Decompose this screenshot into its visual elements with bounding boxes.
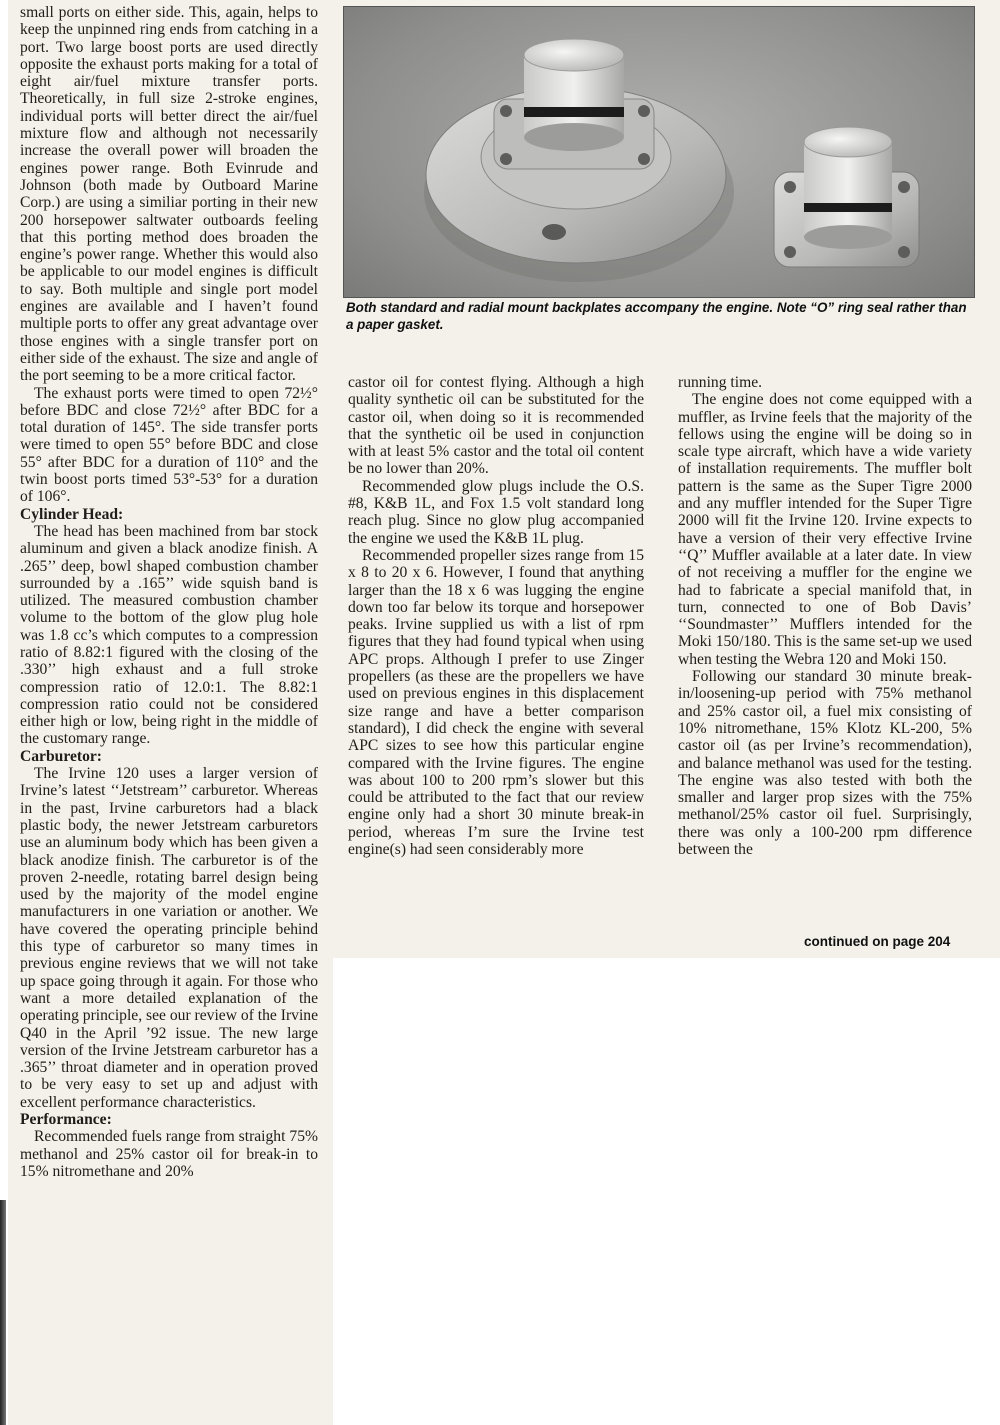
paragraph: castor oil for contest flying. Although a high quality synthetic oil can be substituted for the castor oil, when doing so it is recommended that the synthetic oil be used in conjunction with at least 5% castor and the total oil content be no lower than 20%. [348, 374, 644, 478]
paragraph: The engine does not come equipped with a muffler, as Irvine feels that the majority of the fellows using the engine will be doing so in scale type aircraft, which have a wide variety of installation requirements. The muffler bolt pattern is the same as the Super Tigre 2000 and any muffler intended for the Super Tigre 2000 will fit the Irvine 120. Irvine expects to have a version of their very effective Irvine ‘‘Q’’ Muffler available at a later date. In view of not receiving a muffler for the engine we had to fabricate a special manifold that, in turn, connected to one of Bob Davis’ ‘‘Soundmaster’’ Mufflers intended for the Moki 150/180. This is the same set-up we used when testing the Webra 120 and Moki 150. [678, 391, 972, 668]
column-1 [20, 4, 318, 1180]
photo-caption: Both standard and radial mount backplates accompany the engine. Note “O” ring seal rather than a paper gasket. [346, 300, 967, 332]
continued-on-page-link[interactable]: continued on page 204 [804, 934, 951, 949]
column-3 [678, 374, 972, 858]
column-2 [348, 374, 644, 858]
section-heading-cylinder-head: Cylinder Head: [20, 505, 124, 523]
backplates-photo [343, 6, 975, 298]
paragraph: Recommended fuels range from straight 75% methanol and 25% castor oil for break-in to 15% nitromethane and 20% [20, 1128, 318, 1180]
paragraph: Recommended propeller sizes range from 15 x 8 to 20 x 6. However, I found that anything larger than the 18 x 6 was lugging the engine down too far below its torque and horsepower peaks. Irvine supplied us with a list of rpm figures that they had found typical when using APC props. Although I prefer to use Zinger propellers (as these are the propellers we have used on previous engines in this displacement size range and have a better comparison standard), I did check the engine with several APC sizes to see how this particular engine compared with the Irvine figures. The engine was about 100 to 200 rpm’s slower but this could be attributed to the fact that our review engine only had a short 30 minute break-in period, whereas I’m sure the Irvine test engine(s) had seen considerably more [348, 546, 644, 859]
radial-mount-backplate [424, 39, 734, 282]
paragraph: The head has been machined from bar stock aluminum and given a black anodize finish. A .265’’ deep, bowl shaped combustion chamber surrounded by a .165’’ wide squish band is utilized. The measured combustion chamber volume to the bottom of the glow plug hole was 1.8 cc’s which computes to a compression ratio of 8.82:1 figured with the closing of the .330’’ high exhaust and a full stroke compression ratio of 12.0:1. The 8.82:1 compression ratio could not be considered either high or low, being right in the middle of the customary range. [20, 522, 318, 748]
section-heading-carburetor: Carburetor: [20, 747, 102, 765]
standard-backplate [774, 127, 919, 267]
paragraph: running time. [678, 374, 763, 391]
paragraph: Following our standard 30 minute break-in/loosening-up period with 75% methanol and 25% castor oil, a fuel mix consisting of 10% nitromethane, 15% Klotz KL-200, 5% castor oil (as per Irvine’s recommendation), and balance methanol was used for the testing. The engine was also tested with both the smaller and larger prop sizes with the 75% methanol/25% castor oil fuel. Surprisingly, there was only a 100-200 rpm difference between the [678, 668, 972, 859]
paragraph: The Irvine 120 uses a larger version of Irvine’s latest ‘‘Jetstream’’ carburetor. Whereas in the past, Irvine carburetors had a black plastic body, the newer Jetstream carburetors use an aluminum body which has been given a black anodize finish. The carburetor is of the proven 2-needle, rotating barrel design being used by the majority of the model engine manufacturers in one variation or another. We have covered the operating principle behind this type of carburetor so many times in previous engine reviews that we will not take up space going through it again. For those who want a more detailed explanation of the operating principle, see our review of the Irvine Q40 in the April ’92 issue. The new large version of the Irvine Jetstream carburetor has a .365’’ throat diameter and in operation proved to be very easy to set up and adjust with excellent performance characteristics. [20, 765, 318, 1111]
paragraph: Recommended glow plugs include the O.S. #8, K&B 1L, and Fox 1.5 volt standard long reach plug. Since no glow plug accompanied the engine we used the K&B 1L plug. [348, 477, 644, 547]
paragraph: The exhaust ports were timed to open 72½° before BDC and close 72½° after BDC for a total duration of 145°. The side transfer ports were timed to open 55° before BDC and close 55° after BDC for a duration of 110° and the twin boost ports timed 53°-53° for a duration of 106°. [20, 384, 318, 506]
section-heading-performance: Performance: [20, 1111, 112, 1128]
paragraph: small ports on either side. This, again, helps to keep the unpinned ring ends from catching in a port. Two large boost ports are used directly opposite the exhaust ports making for a total of eight air/fuel mixture transfer ports. Theoretically, in full size 2-stroke engines, individual ports will better direct the air/fuel mixture flow and although not necessarily increase the overall power will broaden the engines power range. Both Evinrude and Johnson (both made by Outboard Marine Corp.) are using a similiar porting in their new 200 horsepower saltwater outboards feeling that this porting method does broaden the engine’s power range. Whether this would also be applicable to our model engines is difficult to say. Both multiple and single port model engines are available and I haven’t found multiple ports to offer any great advantage over those engines with a single transfer port on either side of the exhaust. The size and angle of the port seeming to be a more critical factor. [20, 4, 318, 385]
binding-edge [0, 1200, 6, 1425]
